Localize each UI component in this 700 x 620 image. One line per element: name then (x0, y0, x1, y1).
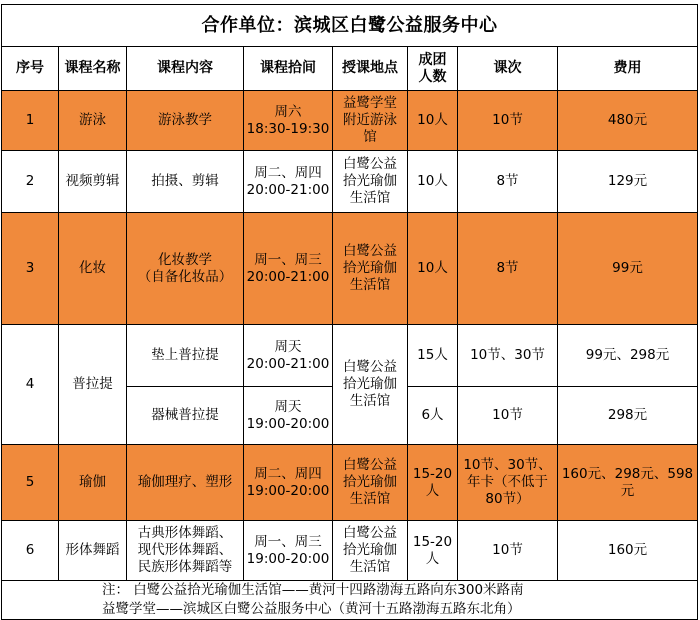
course-fee: 480元 (558, 91, 698, 151)
course-fee: 99元、298元 (558, 325, 698, 387)
row-no: 3 (2, 213, 59, 325)
course-name: 游泳 (59, 91, 127, 151)
note-row (2, 581, 698, 620)
course-content: 游泳教学 (127, 91, 244, 151)
col-header-fee: 费用 (558, 47, 698, 91)
course-table (1, 4, 698, 620)
table-row (2, 213, 698, 325)
table-row (2, 91, 698, 151)
course-time: 周一、周三 20:00-21:00 (244, 213, 333, 325)
group-size: 10人 (408, 213, 458, 325)
col-header-time: 课程拾间 (244, 47, 333, 91)
course-time: 周二、周四 20:00-21:00 (244, 151, 333, 213)
col-header-content: 课程内容 (127, 47, 244, 91)
group-size: 10人 (408, 91, 458, 151)
course-fee: 160元、298元、598 元 (558, 445, 698, 521)
course-name: 瑜伽 (59, 445, 127, 521)
session-count: 10节、30节 (458, 325, 558, 387)
course-name: 普拉提 (59, 325, 127, 445)
row-no: 6 (2, 521, 59, 581)
course-fee: 99元 (558, 213, 698, 325)
group-size: 15-20 人 (408, 521, 458, 581)
course-content: 器械普拉提 (127, 387, 244, 445)
note-line-1: 注： 白鹭公益拾光瑜伽生活馆——黄河十四路渤海五路向东300米路南 (102, 582, 524, 598)
course-time: 周天 20:00-21:00 (244, 325, 333, 387)
course-time: 周天 19:00-20:00 (244, 387, 333, 445)
course-location: 益鹭学堂 附近游泳 馆 (333, 91, 408, 151)
course-location: 白鹭公益 拾光瑜伽 生活馆 (333, 325, 408, 445)
course-time: 周二、周四 19:00-20:00 (244, 445, 333, 521)
course-name: 形体舞蹈 (59, 521, 127, 581)
note-line-2: 益鹭学堂——滨城区白鹭公益服务中心（黄河十五路渤海五路东北角） (102, 601, 521, 617)
footnote (2, 581, 698, 620)
course-location: 白鹭公益 拾光瑜伽 生活馆 (333, 213, 408, 325)
table-row (2, 151, 698, 213)
session-count: 10节、30节、 年卡（不低于 80节） (458, 445, 558, 521)
course-content: 拍摄、剪辑 (127, 151, 244, 213)
course-content: 古典形体舞蹈、 现代形体舞蹈、 民族形体舞蹈等 (127, 521, 244, 581)
course-time: 周六 18:30-19:30 (244, 91, 333, 151)
row-no: 1 (2, 91, 59, 151)
course-name: 化妆 (59, 213, 127, 325)
session-count: 10节 (458, 387, 558, 445)
course-name: 视频剪辑 (59, 151, 127, 213)
row-no: 2 (2, 151, 59, 213)
session-count: 10节 (458, 91, 558, 151)
course-location: 白鹭公益 拾光瑜伽 生活馆 (333, 445, 408, 521)
group-size: 15人 (408, 325, 458, 387)
col-header-no: 序号 (2, 47, 59, 91)
course-content: 垫上普拉提 (127, 325, 244, 387)
course-location: 白鹭公益 拾光瑜伽 生活馆 (333, 151, 408, 213)
session-count: 10节 (458, 521, 558, 581)
course-content: 化妆教学 （自备化妆品） (127, 213, 244, 325)
col-header-name: 课程名称 (59, 47, 127, 91)
course-content: 瑜伽理疗、塑形 (127, 445, 244, 521)
table-title: 合作单位：滨城区白鹭公益服务中心 (2, 5, 698, 47)
table-row (2, 521, 698, 581)
row-no: 4 (2, 325, 59, 445)
course-fee: 160元 (558, 521, 698, 581)
group-size: 6人 (408, 387, 458, 445)
col-header-location: 授课地点 (333, 47, 408, 91)
group-size: 15-20 人 (408, 445, 458, 521)
course-fee: 298元 (558, 387, 698, 445)
course-fee: 129元 (558, 151, 698, 213)
col-header-sessions: 课次 (458, 47, 558, 91)
table-row (2, 445, 698, 521)
col-header-size: 成团 人数 (408, 47, 458, 91)
course-time: 周一、周三 19:00-20:00 (244, 521, 333, 581)
row-no: 5 (2, 445, 59, 521)
session-count: 8节 (458, 151, 558, 213)
course-location: 白鹭公益 拾光瑜伽 生活馆 (333, 521, 408, 581)
group-size: 10人 (408, 151, 458, 213)
session-count: 8节 (458, 213, 558, 325)
header-row (2, 47, 698, 91)
table-row (2, 325, 698, 387)
